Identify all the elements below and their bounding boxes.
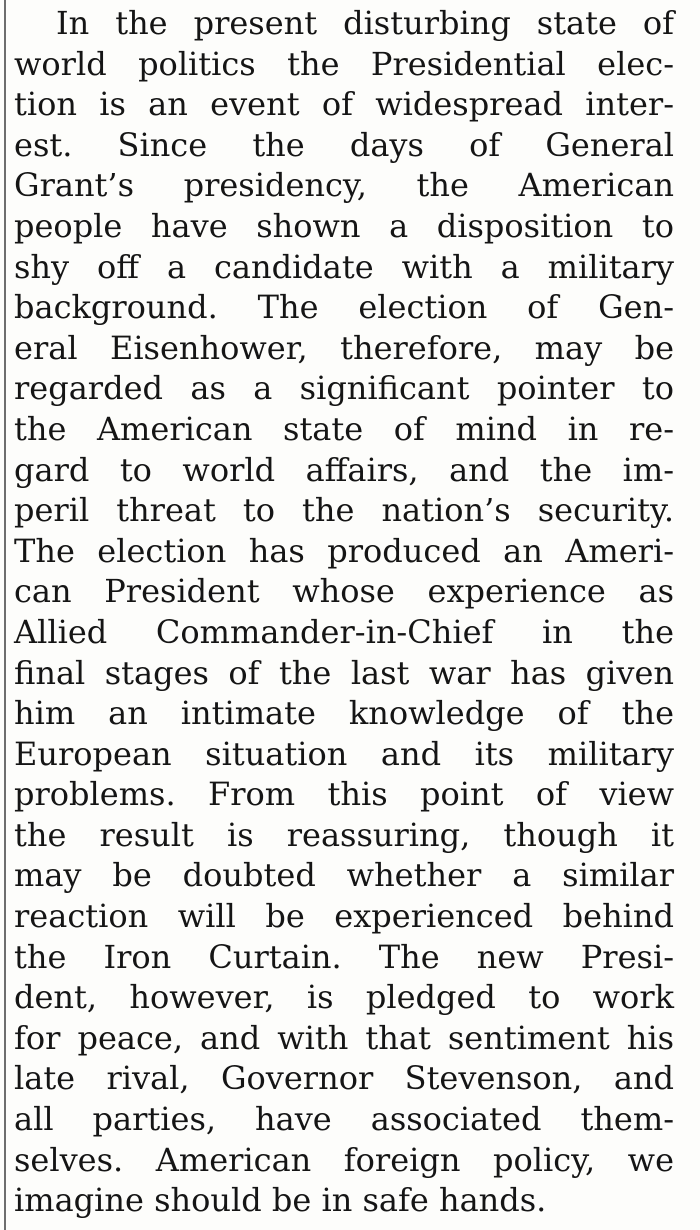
article-line: the Iron Curtain. The new Presi- (14, 937, 674, 976)
article-line: the American state of mind in re- (14, 409, 674, 448)
article-line: background. The election of Gen- (14, 288, 674, 327)
article-line: Allied Commander-in-Chief in the (14, 612, 674, 651)
article-line: peril threat to the nation’s security. (14, 491, 674, 530)
article-line: people have shown a disposition to (14, 206, 674, 245)
article-line: dent, however, is pledged to work (14, 978, 674, 1017)
article-line: the result is reassuring, though it (14, 815, 674, 854)
article-line: him an intimate knowledge of the (14, 694, 674, 733)
article-line: In the present disturbing state of (56, 4, 674, 42)
article-line: for peace, and with that sentiment his (14, 1018, 674, 1057)
article-line: The election has produced an Ameri- (14, 531, 674, 570)
article-line: Grant’s presidency, the American (14, 166, 674, 205)
article-line: tion is an event of widespread inter- (14, 85, 674, 124)
article-line: imagine should be in safe hands. (14, 1181, 547, 1220)
article-column (14, 0, 674, 1221)
column-rule (4, 0, 6, 1230)
article-line: shy off a candidate with a military (14, 247, 674, 286)
article-line: gard to world affairs, and the im- (14, 450, 674, 489)
article-line: selves. American foreign policy, we (14, 1140, 674, 1179)
article-line: may be doubted whether a similar (14, 856, 674, 895)
article-line: problems. From this point of view (14, 775, 674, 814)
article-line: can President whose experience as (14, 572, 674, 611)
article-line: all parties, have associated them- (14, 1100, 674, 1139)
article-line: eral Eisenhower, therefore, may be (14, 328, 674, 367)
article-line: est. Since the days of General (14, 125, 674, 164)
article-line: world politics the Presidential elec- (14, 44, 674, 83)
article-line: regarded as a significant pointer to (14, 369, 674, 408)
article-line: final stages of the last war has given (14, 653, 674, 692)
article-line: reaction will be experienced behind (14, 897, 674, 936)
article-line: European situation and its military (14, 734, 674, 773)
article-line: late rival, Governor Stevenson, and (14, 1059, 674, 1098)
